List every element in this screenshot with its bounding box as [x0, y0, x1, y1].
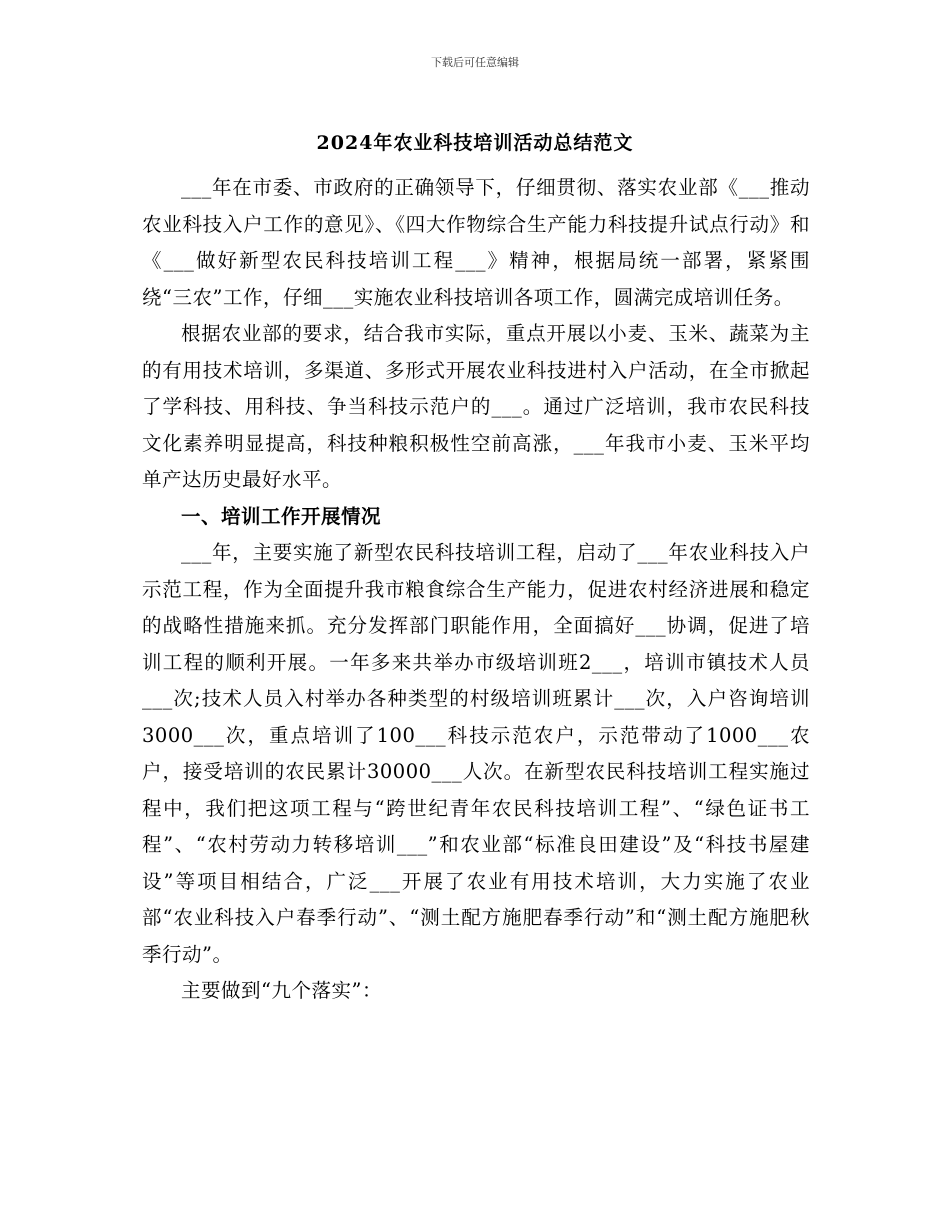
- document-title: 2024年农业科技培训活动总结范文: [316, 132, 634, 154]
- paragraph-training-work: ___年，主要实施了新型农民科技培训工程，启动了___年农业科技入户示范工程，作为全面提升我市粮食综合生产能力，促进农村经济进展和稳定的战略性措施来抓。充分发挥部门职能作用，全面搞好___协调，促进了培训工程的顺利开展。一年多来共举办市级培训班2___，培训市镇技术人员___次;技术人员入村举办各种类型的村级培训班累计___次，入户咨询培训3000___次，重点培训了100___科技示范农户，示范带动了1000___农户，接受培训的农民累计30000___人次。在新型农民科技培训工程实施过程中，我们把这项工程与“跨世纪青年农民科技培训工程”、“绿色证书工程”、“农村劳动力转移培训___”和农业部“标准良田建设”及“科技书屋建设”等项目相结合，广泛___开展了农业有用技术培训，大力实施了农业部“农业科技入户春季行动”、“测土配方施肥春季行动”和“测土配方施肥秋季行动”。: [142, 541, 810, 966]
- paragraph-requirements: 根据农业部的要求，结合我市实际，重点开展以小麦、玉米、蔬菜为主的有用技术培训，多渠道、多形式开展农业科技进村入户活动，在全市掀起了学科技、用科技、争当科技示范户的___。通过广泛培训，我市农民科技文化素养明显提高，科技种粮积极性空前高涨，___年我市小麦、玉米平均单产达历史最好水平。: [142, 322, 810, 491]
- document-body: [142, 170, 810, 1010]
- paragraph-nine-implementations: 主要做到“九个落实”：: [181, 979, 382, 1002]
- paragraph-intro: ___年在市委、市政府的正确领导下，仔细贯彻、落实农业部《___推动农业科技入户工作的意见》、《四大作物综合生产能力科技提升试点行动》和《___做好新型农民科技培训工程___》精神，根据局统一部署，紧紧围绕“三农”工作，仔细___实施农业科技培训各项工作，圆满完成培训任务。: [142, 176, 810, 309]
- section-heading: 一、培训工作开展情况: [181, 504, 382, 528]
- page-header-note: 下载后可任意编辑: [431, 56, 519, 69]
